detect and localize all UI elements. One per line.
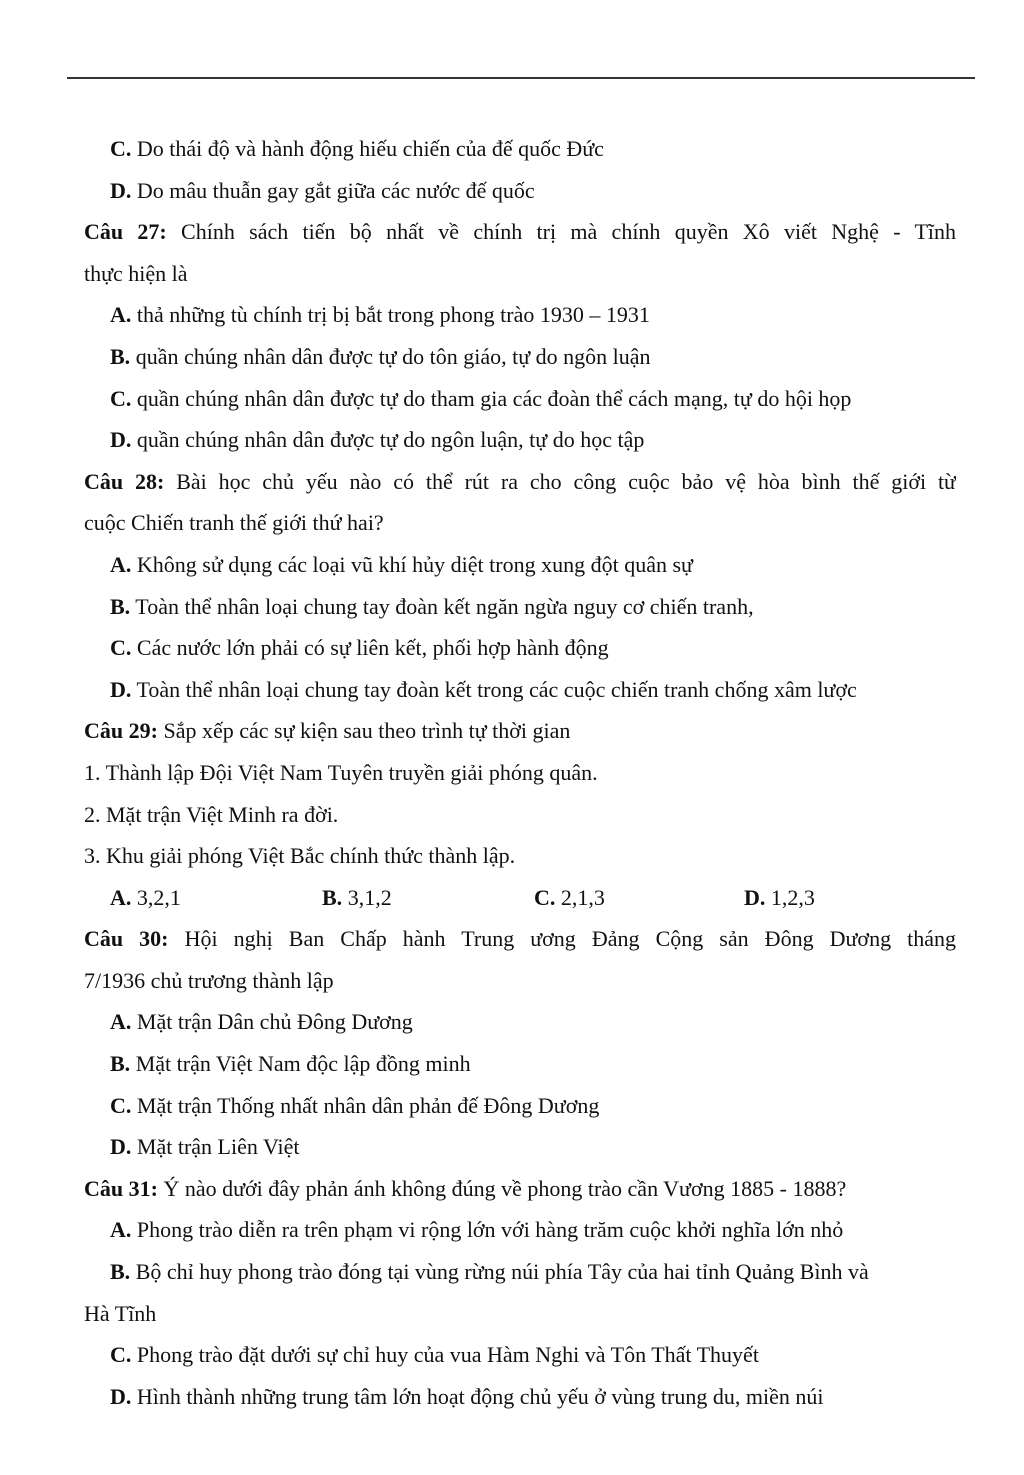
question-text: Chính sách tiến bộ nhất về chính trị mà chính quyền Xô viết Nghệ - Tĩnh — [166, 219, 956, 245]
option-label: D. — [744, 884, 766, 910]
option-label: B. — [110, 343, 131, 369]
option-label: C. — [534, 884, 556, 910]
option-text: Do thái độ và hành động hiếu chiến của đế quốc Đức — [131, 136, 604, 161]
question-label: Câu 27: — [84, 219, 167, 245]
q30-option-d — [84, 1130, 956, 1172]
q31-option-b-continued: Hà Tĩnh — [84, 1300, 157, 1326]
option-text: Phong trào đặt dưới sự chỉ huy của vua Hàm Nghi và Tôn Thất Thuyết — [131, 1342, 759, 1368]
option-label: D. — [110, 676, 132, 702]
option-label: B. — [110, 1259, 131, 1285]
option-text: quần chúng nhân dân được tự do tham gia các đoàn thể cách mạng, tự do hội họp — [131, 385, 852, 411]
q30-option-a — [84, 1005, 956, 1047]
q28-option-d — [84, 673, 956, 715]
option-label: C. — [110, 136, 132, 161]
option-text: 3,2,1 — [131, 884, 181, 910]
q27-option-d — [84, 423, 956, 465]
question-text: Hội nghị Ban Chấp hành Trung ương Đảng Cộng sản Đông Dương tháng — [168, 926, 956, 952]
option-text: Mặt trận Thống nhất nhân dân phản đế Đông Dương — [131, 1092, 600, 1118]
q31-stem — [84, 1172, 956, 1214]
option-text: Mặt trận Dân chủ Đông Dương — [131, 1009, 413, 1035]
q29-event-2: 2. Mặt trận Việt Minh ra đời. — [84, 801, 339, 827]
header-rule — [67, 77, 975, 79]
q31-option-d — [84, 1380, 956, 1422]
q27-stem-line1 — [84, 215, 956, 257]
option-text: quần chúng nhân dân được tự do tôn giáo, tự do ngôn luận — [130, 343, 651, 369]
question-text: Sắp xếp các sự kiện sau theo trình tự thời gian — [157, 718, 571, 744]
q27-option-b — [84, 340, 956, 382]
q31-option-b — [84, 1255, 956, 1297]
option-text: 3,1,2 — [342, 884, 392, 910]
option-label: A. — [110, 551, 132, 577]
option-text: Không sử dụng các loại vũ khí hủy diệt trong xung đột quân sự — [131, 551, 693, 577]
question-text: Ý nào dưới đây phản ánh không đúng về phong trào cần Vương 1885 - 1888? — [157, 1175, 847, 1201]
q27-option-c — [84, 382, 956, 424]
option-label: A. — [110, 1009, 132, 1035]
option-label: B. — [322, 884, 343, 910]
q29-option-b — [322, 881, 392, 915]
option-text: 2,1,3 — [555, 884, 605, 910]
option-text: Các nước lớn phải có sự liên kết, phối hợp hành động — [131, 635, 609, 661]
option-text: Phong trào diễn ra trên phạm vi rộng lớn với hàng trăm cuộc khởi nghĩa lớn nhỏ — [131, 1217, 844, 1243]
option-label: A. — [110, 1217, 132, 1243]
q30-stem-line1 — [84, 922, 956, 964]
q29-option-a — [110, 881, 181, 915]
option-text: quần chúng nhân dân được tự do ngôn luận, tự do học tập — [131, 427, 645, 453]
option-label: A. — [110, 302, 132, 328]
q28-option-a — [84, 548, 956, 590]
option-text: 1,2,3 — [765, 884, 815, 910]
question-label: Câu 29: — [84, 718, 158, 744]
question-label: Câu 28: — [84, 468, 165, 494]
option-label: D. — [110, 177, 132, 203]
option-label: D. — [110, 1383, 132, 1409]
option-text: thả những tù chính trị bị bắt trong phong trào 1930 – 1931 — [131, 302, 650, 328]
q29-event-3: 3. Khu giải phóng Việt Bắc chính thức thành lập. — [84, 843, 516, 869]
option-text: Mặt trận Liên Việt — [131, 1134, 300, 1160]
option-label: A. — [110, 884, 132, 910]
q28-option-c — [84, 631, 956, 673]
option-label: D. — [110, 427, 132, 453]
option-text: Mặt trận Việt Nam độc lập đồng minh — [130, 1051, 471, 1077]
q31-option-a — [84, 1213, 956, 1255]
question-label: Câu 30: — [84, 926, 169, 952]
q29-option-d — [744, 881, 815, 915]
option-text: Toàn thể nhân loại chung tay đoàn kết ngăn ngừa nguy cơ chiến tranh, — [130, 593, 754, 619]
option-label: C. — [110, 1092, 132, 1118]
option-text: Hình thành những trung tâm lớn hoạt động chủ yếu ở vùng trung du, miền núi — [131, 1383, 824, 1409]
q27-stem-line2: thực hiện là — [84, 260, 188, 286]
q30-stem-line2: 7/1936 chủ trương thành lập — [84, 967, 334, 993]
option-label: C. — [110, 1342, 132, 1368]
option-label: D. — [110, 1134, 132, 1160]
option-text: Toàn thể nhân loại chung tay đoàn kết trong các cuộc chiến tranh chống xâm lược — [131, 676, 857, 702]
question-text: Bài học chủ yếu nào có thể rút ra cho công cuộc bảo vệ hòa bình thế giới từ — [164, 468, 956, 494]
question-label: Câu 31: — [84, 1175, 158, 1201]
option-text: Do mâu thuẫn gay gắt giữa các nước đế quốc — [131, 177, 535, 203]
q26-option-c — [84, 132, 956, 174]
q28-stem-line1 — [84, 465, 956, 507]
option-label: C. — [110, 385, 132, 411]
q29-stem — [84, 714, 956, 756]
option-label: C. — [110, 635, 132, 661]
q26-option-d — [84, 174, 956, 216]
option-label: B. — [110, 1051, 131, 1077]
document-body — [84, 132, 956, 1421]
q28-option-b — [84, 590, 956, 632]
q30-option-c — [84, 1089, 956, 1131]
q29-options-row — [84, 881, 956, 923]
q31-option-c — [84, 1338, 956, 1380]
q30-option-b — [84, 1047, 956, 1089]
option-label: B. — [110, 593, 131, 619]
q29-event-1: 1. Thành lập Đội Việt Nam Tuyên truyền giải phóng quân. — [84, 759, 598, 785]
q27-option-a — [84, 298, 956, 340]
q29-option-c — [534, 881, 605, 915]
option-text: Bộ chỉ huy phong trào đóng tại vùng rừng núi phía Tây của hai tỉnh Quảng Bình và — [130, 1259, 869, 1285]
q28-stem-line2: cuộc Chiến tranh thế giới thứ hai? — [84, 510, 384, 536]
